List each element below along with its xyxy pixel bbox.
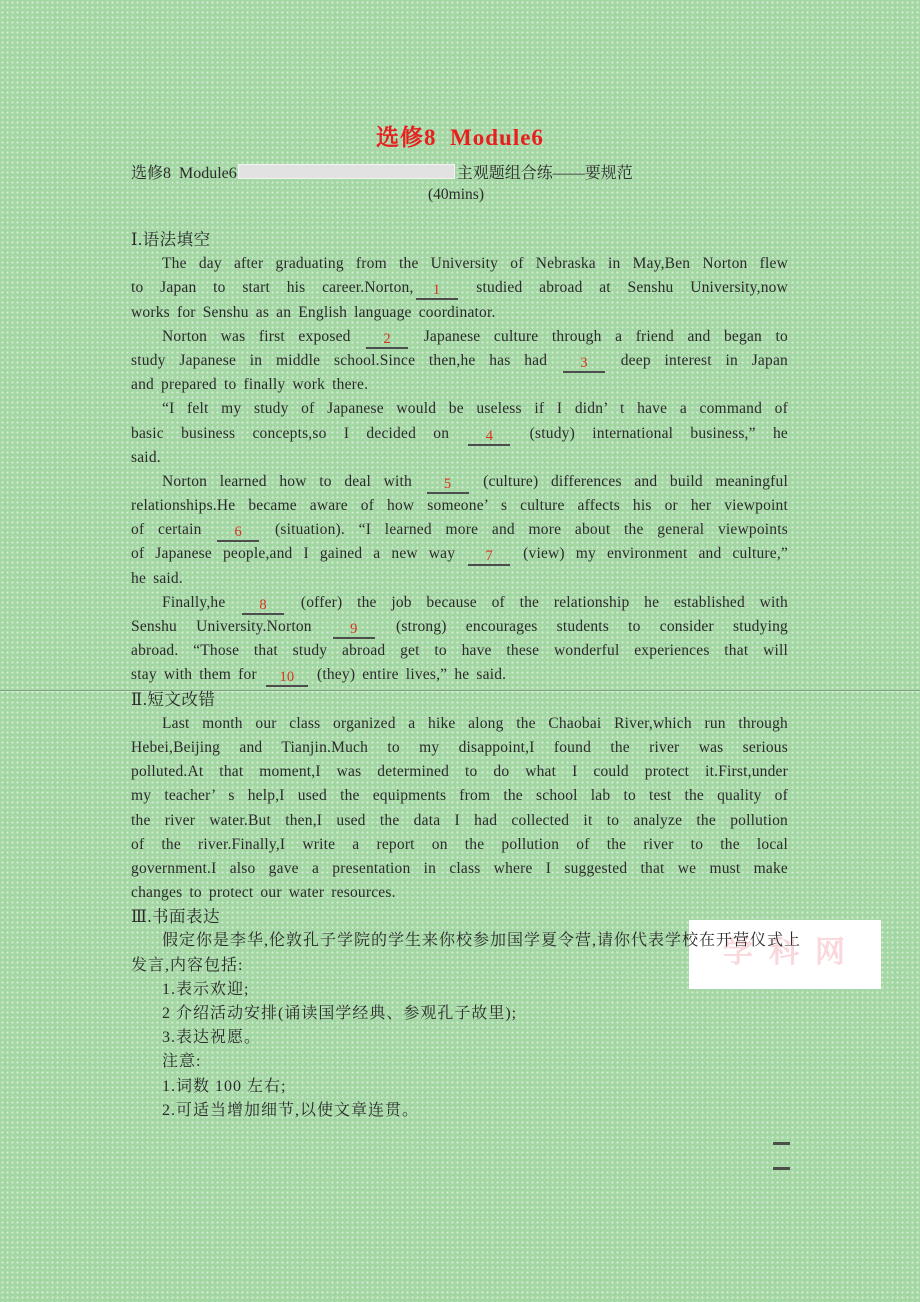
text-line: The day after graduating from the University of Nebraska in May,Ben Norton flew <box>162 255 788 273</box>
text-line: polluted.At that moment,I was determined to do what I could protect it.First,under <box>131 763 788 781</box>
redacted-bar <box>238 164 455 179</box>
text-line: 1.表示欢迎; <box>162 980 250 998</box>
text-line: relationships.He became aware of how someone’ s culture affects his or her viewpoint <box>131 497 788 515</box>
section-heading-error-correction: Ⅱ.短文改错 <box>131 689 216 709</box>
text-line: and prepared to finally work there. <box>131 376 369 394</box>
text-line: to Japan to start his career.Norton, 1 studied abroad at Senshu University,now <box>131 279 788 299</box>
answer-blank-5: 5 <box>427 476 469 494</box>
text-line: Finally,he 8 (offer) the job because of the relationship he established with <box>162 593 788 613</box>
text-line: Senshu University.Norton 9 (strong) encourages students to consider studying <box>131 618 788 637</box>
answer-blank-3: 3 <box>563 355 605 373</box>
watermark-text: 学科网 <box>723 936 861 969</box>
answer-blank-2: 2 <box>366 331 408 349</box>
text-line: 2.可适当增加细节,以使文章连贯。 <box>162 1101 420 1119</box>
text-line: basic business concepts,so I decided on 4 (study) international business,” he <box>131 424 788 444</box>
page-title: 选修8 Module6 <box>376 125 544 150</box>
section-heading-written-expression: Ⅲ.书面表达 <box>131 907 221 927</box>
text-line: 2 介绍活动安排(诵读国学经典、参观孔子故里); <box>162 1005 518 1022</box>
text-line: the river water.But then,I used the data I had collected it to analyze the pollution <box>131 811 788 829</box>
footer-dash-1 <box>773 1142 790 1145</box>
answer-blank-10: 10 <box>266 669 308 687</box>
text-line: 注意: <box>162 1053 202 1071</box>
text-line: 发言,内容包括: <box>131 956 244 974</box>
text-line: of Japanese people,and I gained a new way 7 (view) my environment and culture,” <box>131 545 788 565</box>
text-line: works for Senshu as an English language coordinator. <box>131 303 496 321</box>
answer-blank-9: 9 <box>333 621 375 639</box>
text-line: Norton was first exposed 2 Japanese culture through a friend and began to <box>162 327 788 347</box>
text-line: 3.表达祝愿。 <box>162 1029 262 1047</box>
section-heading-grammar-fill: Ⅰ.语法填空 <box>131 230 211 249</box>
answer-blank-4: 4 <box>468 428 510 446</box>
answer-blank-7: 7 <box>468 548 510 566</box>
subtitle-right-text: 主观题组合练——要规范 <box>456 164 633 182</box>
text-line: my teacher’ s help,I used the equipments from the school lab to test the quality of <box>131 787 788 805</box>
text-line: abroad. “Those that study abroad get to have these wonderful experiences that will <box>131 642 788 660</box>
subtitle-row <box>131 160 789 182</box>
text-line: stay with them for 10 (they) entire lives,” he said. <box>131 666 507 686</box>
text-line: government.I also gave a presentation in class where I suggested that we must make <box>131 859 788 877</box>
text-line: Last month our class organized a hike along the Chaobai River,which run through <box>162 714 788 732</box>
text-line: changes to protect our water resources. <box>131 884 396 902</box>
text-line: of certain 6 (situation). “I learned more and more about the general viewpoints <box>131 521 788 541</box>
answer-blank-8: 8 <box>242 597 284 615</box>
duration-label: (40mins) <box>428 186 484 203</box>
text-line: said. <box>131 448 161 466</box>
text-line: “I felt my study of Japanese would be useless if I didn’ t have a command of <box>162 400 788 418</box>
text-line: Hebei,Beijing and Tianjin.Much to my disappoint,I found the river was serious <box>131 738 788 756</box>
text-line: 假定你是李华,伦敦孔子学院的学生来你校参加国学夏令营,请你代表学校在开营仪式上 <box>162 932 802 950</box>
text-line: study Japanese in middle school.Since then,he has had 3 deep interest in Japan <box>131 351 788 371</box>
answer-blank-1: 1 <box>416 282 458 300</box>
text-line: 1.词数 100 左右; <box>162 1077 287 1095</box>
text-line: he said. <box>131 569 183 587</box>
text-line: of the river.Finally,I write a report on the pollution of the river to the local <box>131 835 788 853</box>
text-line: Norton learned how to deal with 5 (culture) differences and build meaningful <box>162 472 788 492</box>
footer-dash-2 <box>773 1167 790 1170</box>
answer-blank-6: 6 <box>217 524 259 542</box>
subtitle-left-text: 选修8 Module6 <box>131 164 237 182</box>
